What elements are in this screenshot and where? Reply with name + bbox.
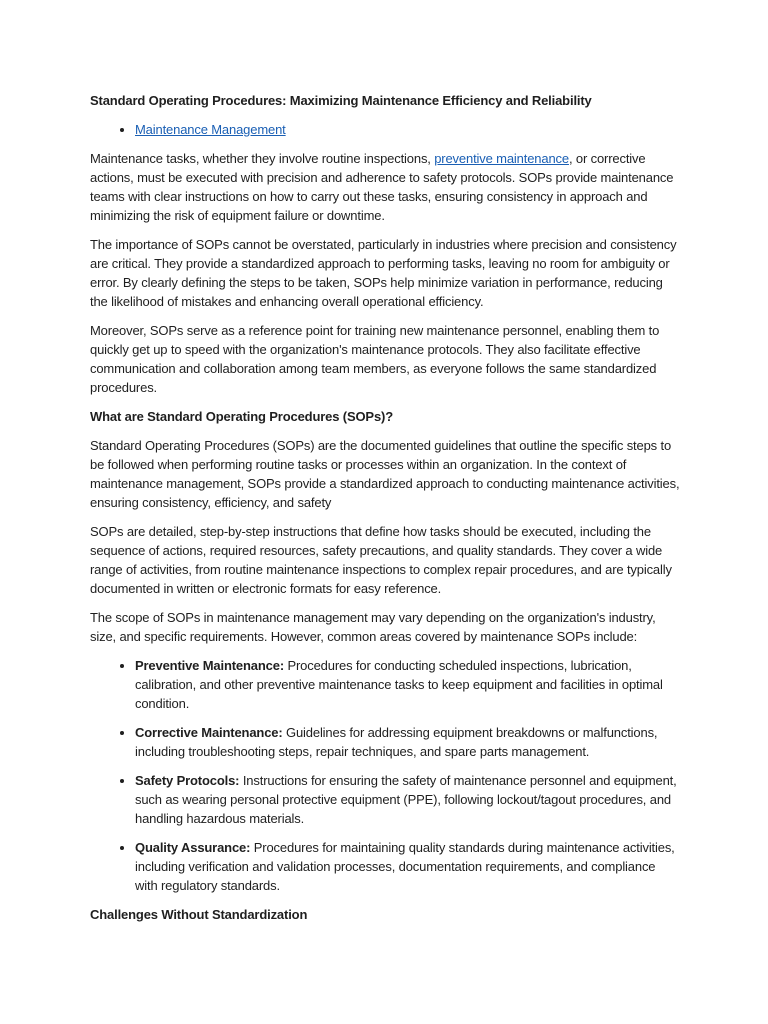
category-link[interactable]: Maintenance Management [135,122,286,137]
list-item [135,723,680,761]
intro-text-after: , or corrective actions, must be executed with precision and adherence to safety protocols. SOPs provide maintenance teams with clear instructions on how to carry out these tasks, ensuring consistency in approach and minimizing the risk of equipment failure or downtime. [90,151,674,223]
list-item [135,656,680,713]
document-title: Standard Operating Procedures: Maximizing Maintenance Efficiency and Reliability [90,93,592,108]
list-item-text: Procedures for conducting scheduled inspections, lubrication, calibration, and other preventive maintenance tasks to keep equipment and facilities in optimal condition. [135,658,663,711]
list-item-term: Quality Assurance: [135,840,251,855]
section-heading-what-are-sops: What are Standard Operating Procedures (SOPs)? [90,409,393,424]
list-item-text: Instructions for ensuring the safety of maintenance personnel and equipment, such as wearing personal protective equipment (PPE), following lockout/tagout procedures, and handling hazardous materials. [135,773,677,826]
definition-paragraph: Standard Operating Procedures (SOPs) are the documented guidelines that outline the specific steps to be followed when performing routine tasks or processes within an organization. In the context of maintenance management, SOPs provide a standardized approach to conducting maintenance activities, ensuring consistency, efficiency, and safety [90,438,680,510]
category-list [90,120,680,139]
scope-paragraph: The scope of SOPs in maintenance management may vary depending on the organization's industry, size, and specific requirements. However, common areas covered by maintenance SOPs include: [90,610,656,644]
category-item [135,120,680,139]
list-item [135,838,680,895]
sop-areas-list [90,656,680,895]
list-item-text: Procedures for maintaining quality standards during maintenance activities, including verification and validation processes, documentation requirements, and compliance with regulatory standards. [135,840,675,893]
list-item-term: Preventive Maintenance: [135,658,284,673]
intro-paragraph [90,149,680,225]
importance-paragraph: The importance of SOPs cannot be overstated, particularly in industries where precision and consistency are critical. They provide a standardized approach to performing tasks, leaving no room for ambiguity or error. By clearly defining the steps to be taken, SOPs help minimize variation in performance, reducing the likelihood of mistakes and enhancing overall operational efficiency. [90,237,677,309]
preventive-maintenance-link[interactable]: preventive maintenance [434,151,569,166]
list-item-term: Corrective Maintenance: [135,725,283,740]
list-item-text: Guidelines for addressing equipment breakdowns or malfunctions, including troubleshooting steps, repair techniques, and spare parts management. [135,725,658,759]
list-item-term: Safety Protocols: [135,773,240,788]
section-heading-challenges: Challenges Without Standardization [90,907,308,922]
intro-text-before: Maintenance tasks, whether they involve routine inspections, [90,151,435,166]
detailed-paragraph: SOPs are detailed, step-by-step instructions that define how tasks should be executed, including the sequence of actions, required resources, safety precautions, and quality standards. They cover a wide range of activities, from routine maintenance inspections to complex repair procedures, and are typically documented in written or electronic formats for easy reference. [90,524,672,596]
document-page [90,91,680,934]
list-item [135,771,680,828]
training-paragraph: Moreover, SOPs serve as a reference point for training new maintenance personnel, enabling them to quickly get up to speed with the organization's maintenance protocols. They also facilitate effective communication and collaboration among team members, as everyone follows the same standardized procedures. [90,323,660,395]
